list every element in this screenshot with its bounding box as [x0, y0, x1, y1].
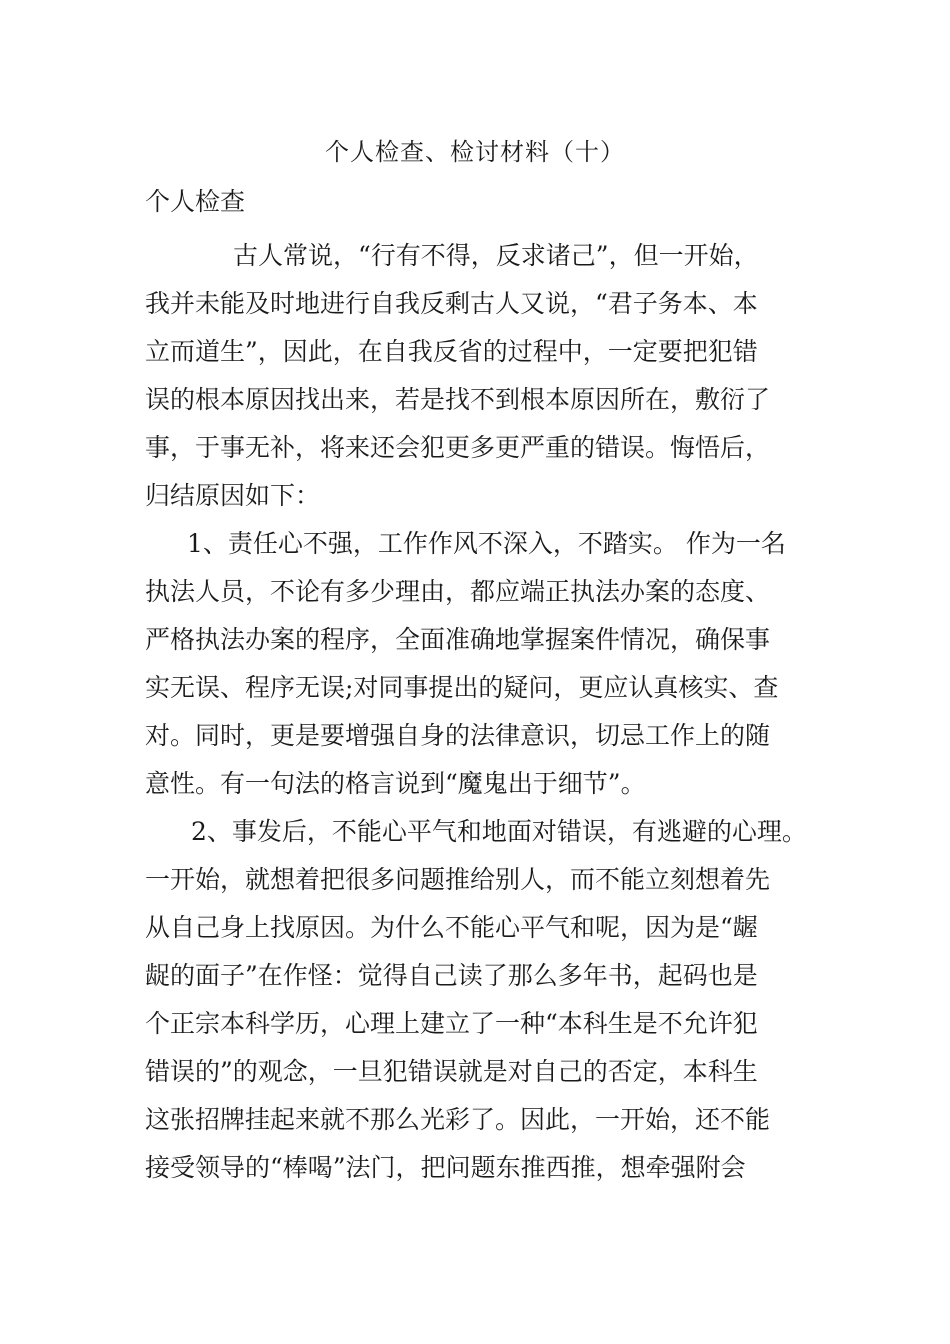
paragraph-line: 事，于事无补，将来还会犯更多更严重的错误。悔悟后，: [145, 433, 771, 462]
paragraph-line: 龊的面子”在作怪：觉得自己读了那么多年书，起码也是: [145, 961, 758, 990]
paragraph-line: 接受领导的“棒喝”法门，把问题东推西推，想牵强附会: [145, 1153, 746, 1182]
document-body: [145, 232, 815, 1192]
paragraph-line: 严格执法办案的程序，全面准确地掌握案件情况，确保事: [145, 625, 771, 654]
section-heading: 个人检查: [145, 187, 246, 216]
paragraph-line: 个正宗本科学历，心理上建立了一种“本科生是不允许犯: [145, 1009, 758, 1038]
paragraph-line: 对。同时，更是要增强自身的法律意识，切忌工作上的随: [145, 721, 771, 750]
paragraph-line: 误的根本原因找出来，若是找不到根本原因所在，敷衍了: [145, 385, 771, 414]
paragraph-line: 实无误、程序无误;对同事提出的疑问，更应认真核实、查: [145, 673, 779, 702]
paragraph-line: 我并未能及时地进行自我反剩古人又说，“君子务本、本: [145, 289, 758, 318]
paragraph-line: 立而道生”，因此，在自我反省的过程中，一定要把犯错: [145, 337, 758, 366]
paragraph-line: 从自己身上找原因。为什么不能心平气和呢，因为是“龌: [145, 913, 758, 942]
paragraph-line: 一开始，就想着把很多问题推给别人，而不能立刻想着先: [145, 865, 771, 894]
paragraph-line: 归结原因如下：: [145, 481, 321, 510]
paragraph-line: 错误的”的观念，一旦犯错误就是对自己的否定，本科生: [145, 1057, 758, 1086]
document-title: 个人检查、检讨材料（十）: [325, 138, 625, 166]
paragraph-line: 1、责任心不强，工作作风不深入，不踏实。 作为一名: [187, 529, 786, 558]
paragraph-line: 2、事发后，不能心平气和地面对错误，有逃避的心理。: [191, 817, 807, 846]
paragraph-line: 执法人员，不论有多少理由，都应端正执法办案的态度、: [145, 577, 771, 606]
paragraph-line: 意性。有一句法的格言说到“魔鬼出于细节”。: [145, 769, 646, 798]
paragraph-line: 这张招牌挂起来就不那么光彩了。因此，一开始，还不能: [145, 1105, 771, 1134]
paragraph-line: 古人常说，“行有不得，反求诸己”，但一开始，: [233, 241, 759, 270]
